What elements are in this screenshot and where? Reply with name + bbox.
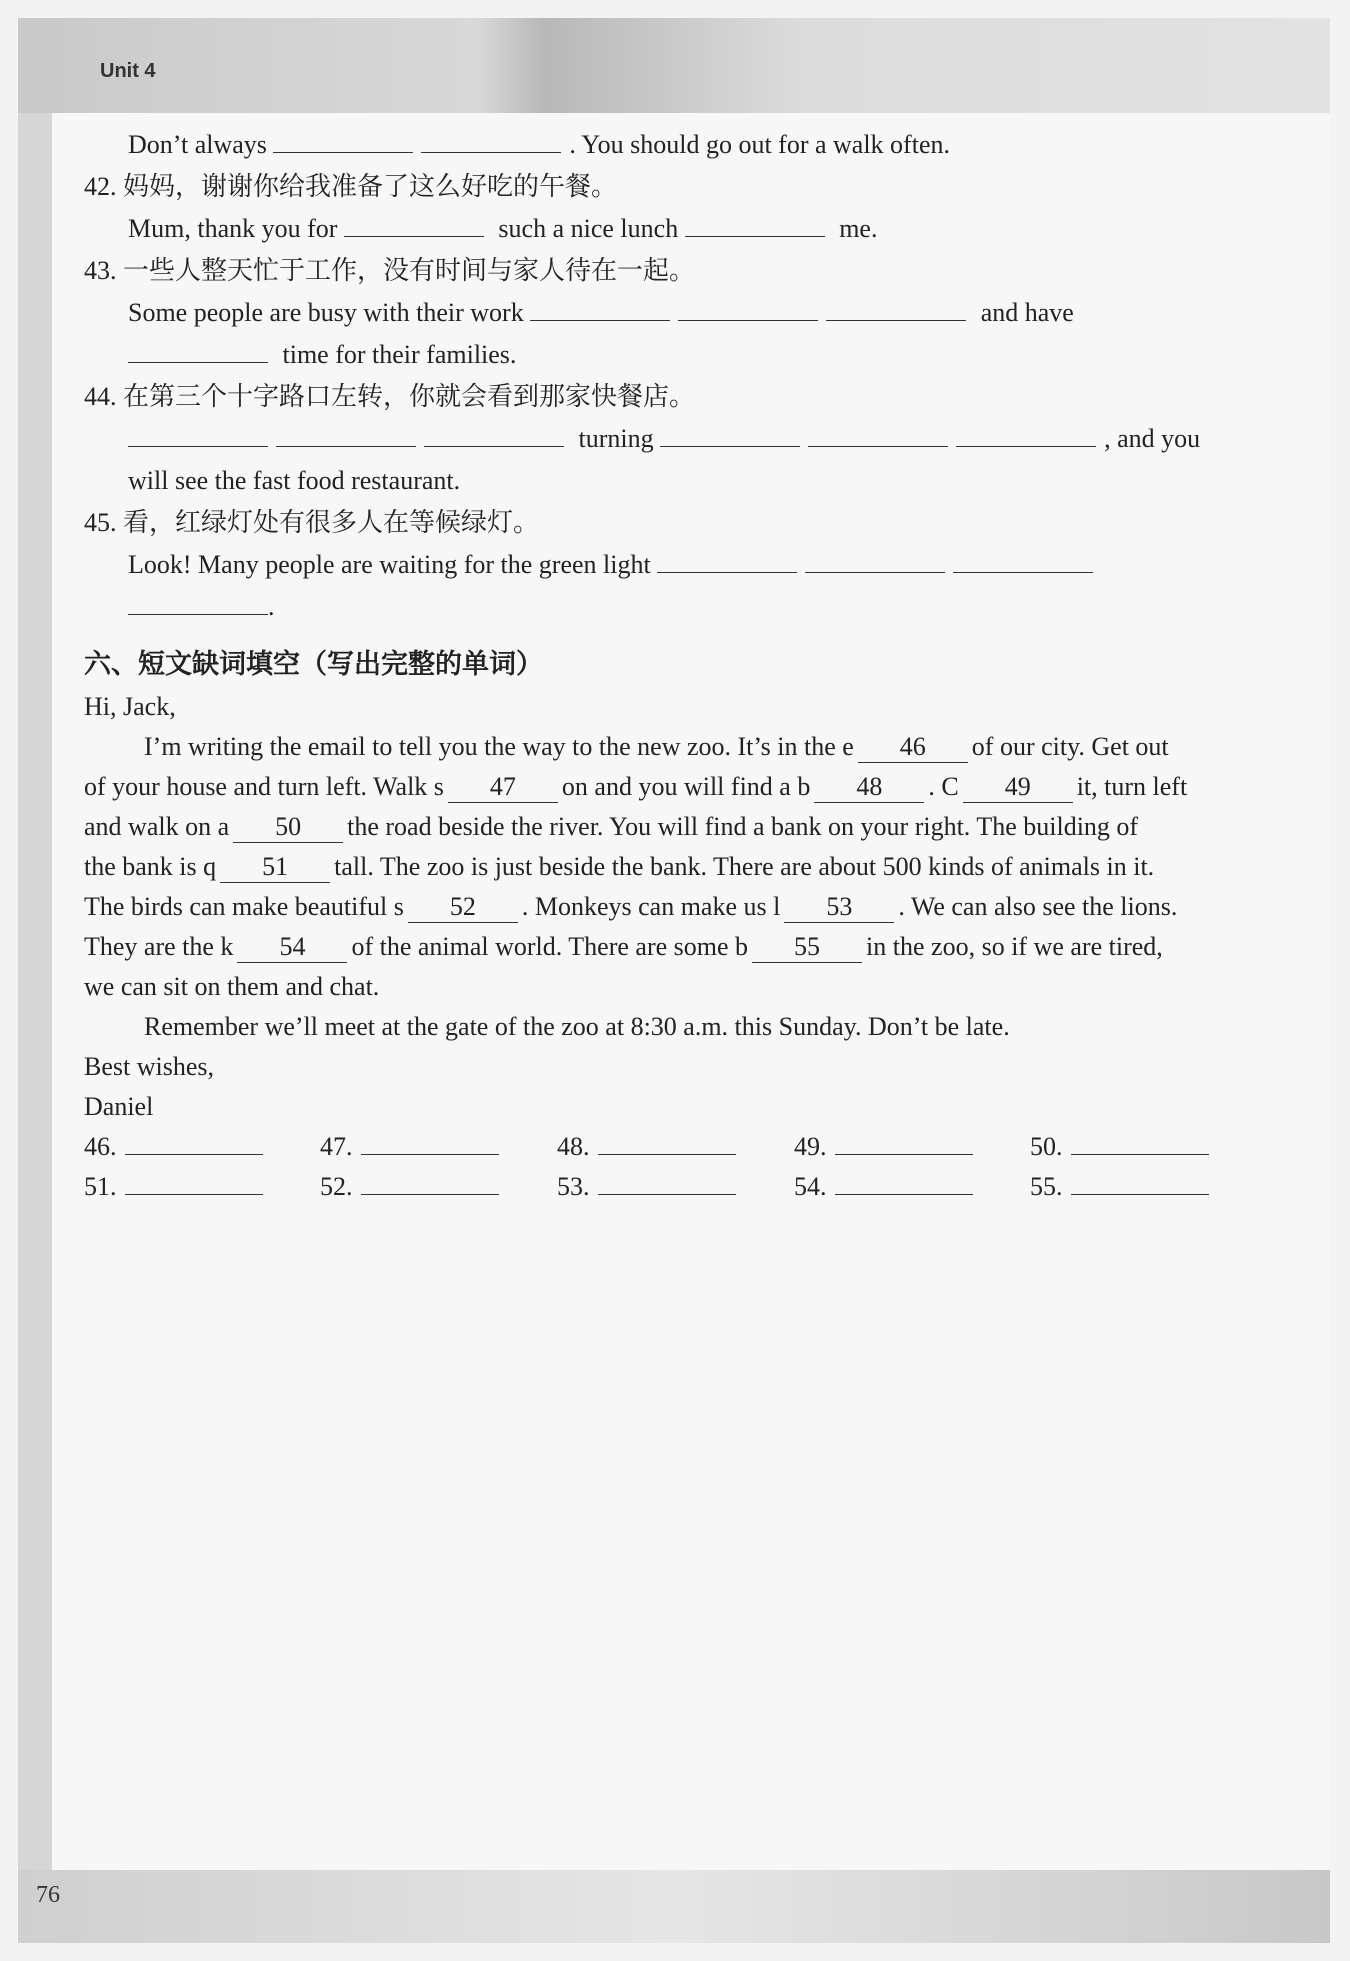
answer-52: 52. (320, 1170, 507, 1204)
q43-chinese: 43. 一些人整天忙于工作，没有时间与家人待在一起。 (84, 256, 696, 285)
answer-55: 55. (1030, 1170, 1217, 1204)
answer-blank[interactable] (276, 422, 416, 447)
passage-line-1: I’m writing the email to tell you the way to the new zoo. It’s in the e 46 of our city. Get out (144, 732, 1169, 761)
cloze-blank-49: 49 (963, 772, 1073, 803)
answer-blank[interactable] (835, 1170, 973, 1195)
cloze-blank-48: 48 (814, 772, 924, 803)
answer-blank[interactable] (421, 128, 561, 153)
answer-53: 53. (557, 1170, 744, 1204)
answer-blank[interactable] (361, 1130, 499, 1155)
q45-chinese: 45. 看，红绿灯处有很多人在等候绿灯。 (84, 508, 540, 537)
page-number: 76 (36, 1882, 60, 1908)
q42-chinese: 42. 妈妈，谢谢你给我准备了这么好吃的午餐。 (84, 172, 618, 201)
q43-english-cont: time for their families. (128, 338, 516, 372)
answer-blank[interactable] (678, 296, 818, 321)
cloze-blank-53: 53 (784, 892, 894, 923)
answer-blank[interactable] (805, 548, 945, 573)
q44-chinese: 44. 在第三个十字路口左转，你就会看到那家快餐店。 (84, 382, 696, 411)
answer-blank[interactable] (125, 1170, 263, 1195)
closing-paragraph: Remember we’ll meet at the gate of the zoo at 8:30 a.m. this Sunday. Don’t be late. (144, 1012, 1010, 1041)
answer-50: 50. (1030, 1130, 1217, 1164)
answer-blank[interactable] (424, 422, 564, 447)
q42-english: Mum, thank you for such a nice lunch me. (128, 214, 878, 243)
q45-english-cont: . (128, 590, 275, 624)
header-band (18, 18, 1330, 113)
answer-blank[interactable] (361, 1170, 499, 1195)
cloze-blank-50: 50 (233, 812, 343, 843)
answer-49: 49. (794, 1130, 981, 1164)
passage-line-5: The birds can make beautiful s 52 . Monkeys can make us l 53 . We can also see the lions. (84, 892, 1178, 921)
passage-line-2: of your house and turn left. Walk s 47 on and you will find a b 48 . C 49 it, turn left (84, 772, 1188, 801)
answer-blank[interactable] (128, 590, 268, 615)
answer-blank[interactable] (273, 128, 413, 153)
cloze-blank-52: 52 (408, 892, 518, 923)
answer-blank[interactable] (128, 338, 268, 363)
answer-54: 54. (794, 1170, 981, 1204)
answer-47: 47. (320, 1130, 507, 1164)
passage-line-6: They are the k 54 of the animal world. There are some b 55 in the zoo, so if we are tired, (84, 932, 1163, 961)
answer-blank[interactable] (530, 296, 670, 321)
answer-blank[interactable] (685, 212, 825, 237)
answer-blank[interactable] (128, 422, 268, 447)
answer-blank[interactable] (598, 1130, 736, 1155)
answer-blank[interactable] (956, 422, 1096, 447)
answer-blank[interactable] (598, 1170, 736, 1195)
left-margin-band (18, 113, 52, 1873)
q41-english: Don’t always . You should go out for a walk often. (128, 130, 950, 159)
answer-blank[interactable] (344, 212, 484, 237)
footer-band (18, 1870, 1330, 1943)
passage-line-4: the bank is q 51 tall. The zoo is just beside the bank. There are about 500 kinds of animals in it. (84, 852, 1155, 881)
answer-51: 51. (84, 1170, 271, 1204)
q44-english-cont: will see the fast food restaurant. (128, 466, 461, 495)
answer-blank[interactable] (657, 548, 797, 573)
answer-blank[interactable] (808, 422, 948, 447)
cloze-blank-47: 47 (448, 772, 558, 803)
cloze-blank-51: 51 (220, 852, 330, 883)
signature: Daniel (84, 1092, 154, 1121)
answer-48: 48. (557, 1130, 744, 1164)
cloze-blank-54: 54 (237, 932, 347, 963)
q45-english: Look! Many people are waiting for the green light (128, 548, 1101, 582)
answer-blank[interactable] (125, 1130, 263, 1155)
q44-english: turning , and you (128, 422, 1200, 456)
passage-line-7: we can sit on them and chat. (84, 972, 380, 1001)
cloze-blank-55: 55 (752, 932, 862, 963)
section-title: 六、短文缺词填空（写出完整的单词） (84, 649, 543, 680)
answer-blank[interactable] (1071, 1170, 1209, 1195)
email-greeting: Hi, Jack, (84, 692, 176, 721)
q43-english: Some people are busy with their work and have (128, 298, 1074, 327)
answer-blank[interactable] (660, 422, 800, 447)
answer-blank[interactable] (953, 548, 1093, 573)
answer-blank[interactable] (835, 1130, 973, 1155)
answer-46: 46. (84, 1130, 271, 1164)
answer-blank[interactable] (826, 296, 966, 321)
cloze-blank-46: 46 (858, 732, 968, 763)
sign-off: Best wishes, (84, 1052, 214, 1081)
passage-line-3: and walk on a 50 the road beside the river. You will find a bank on your right. The building of (84, 812, 1139, 841)
answer-blank[interactable] (1071, 1130, 1209, 1155)
unit-label: Unit 4 (100, 60, 156, 82)
